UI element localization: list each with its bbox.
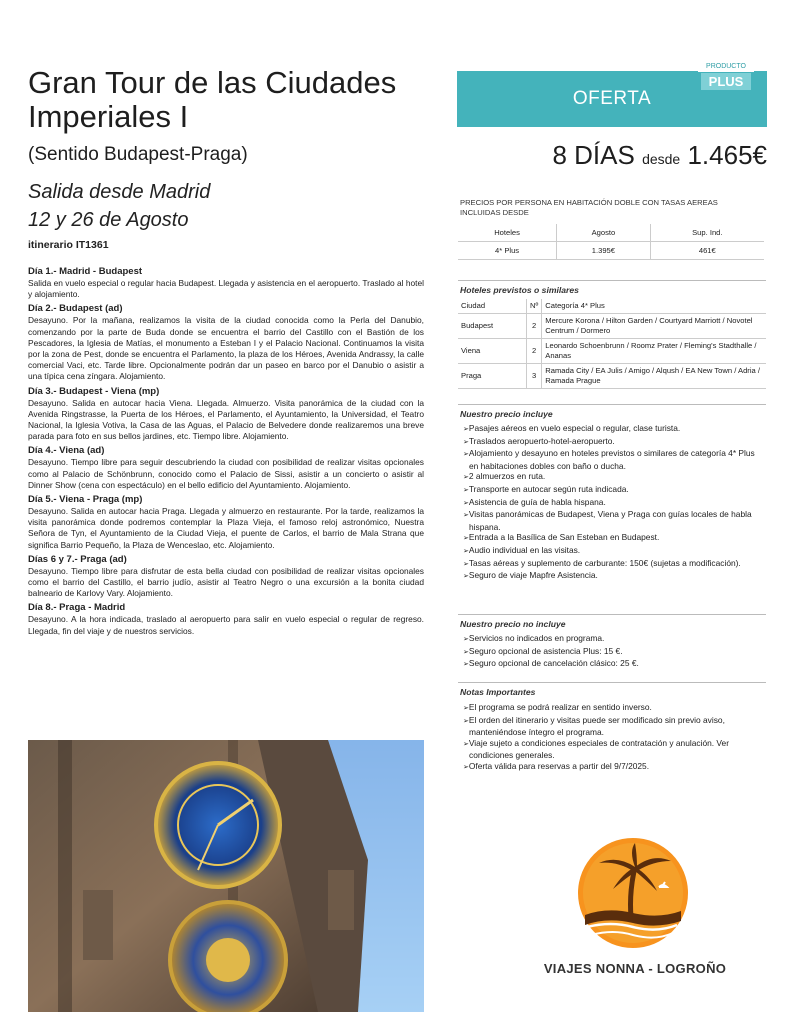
header-cell: Categoría 4* Plus — [542, 299, 766, 314]
list-item-text: Visitas panorámicas de Budapest, Viena y Praga con guías locales de habla hispana. — [468, 509, 752, 532]
included-list — [459, 423, 765, 583]
oferta-label: OFERTA — [572, 88, 652, 109]
divider — [458, 682, 766, 683]
day-title: Día 8.- Praga - Madrid — [28, 602, 126, 614]
bullet-arrow-icon: ➢ — [463, 636, 469, 643]
agency-name: VIAJES NONNA - LOGROÑO — [543, 961, 727, 976]
day-description: Desayuno. Por la mañana, realizamos la visita de la ciudad conocida como la Perla del Danubio, comenzando por la parte de Buda donde se encuentra el barrio del Castillo con el Bastión de los Pescadores, la Iglesia de Matías, el monumento a Esteban I y el Palacio Nacional. Continuamos la visita por la zona de Pest, donde se encuentra el Parlamento, la plaza de los Héroes, Avenida Andrassy, la calle comercial Vaci, etc. Tarde libre. Opcionalmente podrán dar un paseo en barco por el Danubio o asistir a una típica cena zíngara. Alojamiento. — [28, 315, 424, 382]
header-cell: Hoteles — [458, 224, 557, 242]
day-description: Desayuno. Salida en autocar hacia Praga. Llegada y almuerzo en restaurante. Por la tarde, realizamos la visita panorámica donde podremos contemplar la Plaza Vieja, el famoso reloj astronómico, Nuestra Señora de Tyn, el Ayuntamiento de la Ciudad Vieja, el puente de Carlos, el barrio de Mala Strana que significa Barrio Pequeño, la Plaza de Wenceslao, etc. Alojamiento. — [28, 506, 424, 550]
table-cell: Leonardo Schoenbrunn / Roomz Prater / Fleming's Stadthalle / Ananas — [542, 339, 766, 364]
list-item — [459, 509, 765, 532]
departure-city: Salida desde Madrid — [28, 181, 211, 203]
day-description: Desayuno. A la hora indicada, traslado al aeropuerto para salir en vuelo especial o regular de regreso. Llegada, fin del viaje y de nuestros servicios. — [28, 614, 424, 636]
list-item — [459, 545, 765, 558]
bullet-arrow-icon: ➢ — [463, 763, 469, 771]
day-description: Desayuno. Tiempo libre para disfrutar de esta bella ciudad con posibilidad de realizar visitas opcionales como el barrio del Castillo, el barrio judío, asistir al Teatro Negro o una excursión a la bonita ciudad balneario de Karlovy Vary. Alojamiento. — [28, 565, 424, 599]
divider — [458, 614, 766, 615]
divider — [458, 404, 766, 405]
table-cell: 2 — [527, 314, 542, 339]
list-item-text: Seguro opcional de asistencia Plus: 15 €. — [468, 645, 623, 656]
header-cell: Ciudad — [458, 299, 527, 314]
list-item-text: El programa se podrá realizar en sentido inverso. — [468, 702, 652, 712]
day-title: Día 4.- Viena (ad) — [28, 445, 105, 457]
table-cell: 2 — [527, 339, 542, 364]
bullet-arrow-icon: ➢ — [463, 740, 469, 748]
bullet-arrow-icon: ➢ — [463, 486, 469, 494]
table-cell: Mercure Korona / Hilton Garden / Courtyard Marriott / Novotel Centrum / Dormero — [542, 314, 766, 339]
table-row — [458, 314, 766, 339]
bullet-arrow-icon: ➢ — [463, 717, 469, 725]
header-cell: Nº — [527, 299, 542, 314]
table-cell: 1.395€ — [557, 242, 650, 260]
bullet-arrow-icon: ➢ — [463, 705, 469, 712]
list-item — [459, 570, 765, 583]
agency-logo — [577, 837, 689, 949]
list-item-text: Transporte en autocar según ruta indicada. — [468, 483, 629, 494]
hotels-section-title: Hoteles previstos o similares — [460, 285, 579, 295]
bullet-arrow-icon: ➢ — [463, 426, 469, 433]
list-item-text: Seguro opcional de cancelación clásico: 25 €. — [468, 658, 639, 669]
list-item-text: Tasas aéreas y suplemento de carburante: 150€ (sujetas a modificación). — [468, 557, 741, 568]
list-item — [459, 423, 765, 436]
day-description: Salida en vuelo especial o regular hacia Budapest. Llegada y asistencia en el aeropuerto. Traslado al hotel y alojamiento. — [28, 278, 424, 300]
list-item-text: 2 almuerzos en ruta. — [468, 471, 546, 482]
prague-clock-photo — [28, 740, 424, 1012]
bullet-arrow-icon: ➢ — [463, 438, 469, 446]
price-note: PRECIOS POR PERSONA EN HABITACIÓN DOBLE CON TASAS AEREAS INCLUIDAS DESDE — [460, 198, 718, 217]
list-item-text: Oferta válida para reservas a partir del 9/7/2025. — [468, 760, 650, 771]
hotels-table-header — [458, 299, 766, 314]
list-item — [459, 532, 765, 545]
palm-tree-sun-logo-icon — [577, 837, 689, 949]
plus-label: PLUS — [701, 73, 751, 90]
list-item — [459, 448, 765, 471]
not-included-list — [459, 633, 765, 671]
bullet-arrow-icon: ➢ — [463, 499, 469, 507]
departure-dates: 12 y 26 de Agosto — [28, 209, 189, 231]
price-table — [458, 224, 764, 260]
departure-info — [28, 178, 210, 234]
trip-duration: 8 DÍAS — [552, 140, 635, 170]
list-item-text: Servicios no indicados en programa. — [468, 633, 605, 643]
list-item-text: Entrada a la Basílica de San Esteban en Budapest. — [468, 532, 660, 543]
bullet-arrow-icon: ➢ — [463, 474, 469, 482]
price-from-label: desde — [642, 151, 681, 167]
day-description: Desayuno. Salida en autocar hacia Viena. Llegada. Almuerzo. Visita panorámica de la ciudad con la Avenida Ringstrasse, la Puerta de los Héroes, el Parlamento, el Ayuntamiento, la Universidad, el Teatro Nacional, la Iglesia Votiva, la Casa de las Aguas, el Palacio de Belvedere donde realizaremos una breve parada para foto en sus bellos jardines, etc. Tiempo libre. Alojamiento. — [28, 397, 424, 442]
list-item — [459, 436, 765, 449]
list-item-text: Audio individual en las visitas. — [468, 544, 581, 555]
list-item-text: Alojamiento y desayuno en hoteles previstos o similares de categoría 4* Plus en habitaciones dobles con baño o ducha. — [468, 448, 755, 471]
prague-astronomical-clock-photo-icon — [28, 740, 424, 1012]
bullet-arrow-icon: ➢ — [463, 661, 469, 669]
day-description: Desayuno. Tiempo libre para seguir descubriendo la ciudad con posibilidad de realizar visitas opcionales como al Palacio de Schönbrunn, conocido como el Palacio de Sissi, asistir a un concierto o asistir al Dinner Show (cena con espectáculo) en el bello edificio del Ayuntamiento. Alojamiento. — [28, 457, 424, 490]
list-item-text: El orden del itinerario y visitas puede ser modificado sin previo aviso, manteniéndose íntegro el programa. — [468, 714, 725, 738]
list-item — [459, 761, 765, 774]
notes-list — [459, 702, 765, 774]
table-cell: 461€ — [650, 242, 764, 260]
day-title: Día 2.- Budapest (ad) — [28, 303, 123, 315]
producto-plus-badge — [698, 61, 754, 93]
table-cell: Budapest — [458, 314, 527, 339]
not-included-section-title: Nuestro precio no incluye — [460, 619, 566, 629]
price-table-header — [458, 224, 764, 242]
table-cell: Ramada City / EA Julis / Amigo / Alqush / EA New Town / Adria / Ramada Prague — [542, 364, 766, 389]
table-row — [458, 339, 766, 364]
list-item — [459, 633, 765, 646]
list-item-text: Viaje sujeto a condiciones especiales de contratación y anulación. Ver condiciones generales. — [468, 737, 729, 761]
list-item — [459, 484, 765, 497]
list-item — [459, 646, 765, 659]
day-title: Día 1.- Madrid - Budapest — [28, 266, 143, 277]
tour-subtitle: (Sentido Budapest-Praga) — [28, 144, 248, 165]
divider — [458, 280, 766, 281]
day-title: Días 6 y 7.- Praga (ad) — [28, 553, 127, 565]
day-title: Día 5.- Viena - Praga (mp) — [28, 494, 143, 506]
itinerary-code: itinerario IT1361 — [28, 239, 109, 251]
list-item-text: Seguro de viaje Mapfre Asistencia. — [468, 570, 598, 581]
itinerary-days — [28, 266, 424, 640]
list-item-text: Pasajes aéreos en vuelo especial o regular, clase turista. — [468, 423, 681, 433]
bullet-arrow-icon: ➢ — [463, 560, 469, 568]
bullet-arrow-icon: ➢ — [463, 573, 469, 581]
table-cell: Praga — [458, 364, 527, 389]
hotels-table — [458, 299, 766, 389]
bullet-arrow-icon: ➢ — [463, 512, 469, 520]
header-cell: Sup. Ind. — [650, 224, 764, 242]
table-cell: 4* Plus — [458, 242, 557, 260]
producto-label: PRODUCTO — [698, 61, 754, 72]
table-cell: 3 — [527, 364, 542, 389]
list-item — [459, 497, 765, 510]
price-amount: 1.465€ — [687, 140, 767, 170]
list-item — [459, 738, 765, 761]
table-cell: Viena — [458, 339, 527, 364]
bullet-arrow-icon: ➢ — [463, 535, 469, 543]
bullet-arrow-icon: ➢ — [463, 451, 469, 459]
notes-section-title: Notas Importantes — [460, 687, 536, 697]
list-item-text: Asistencia de guía de habla hispana. — [468, 496, 606, 507]
price-headline — [457, 140, 767, 171]
bullet-arrow-icon: ➢ — [463, 547, 469, 555]
day-title: Día 3.- Budapest - Viena (mp) — [28, 385, 160, 397]
list-item — [459, 658, 765, 671]
tour-title: Gran Tour de las Ciudades Imperiales I — [28, 65, 397, 134]
list-item — [459, 715, 765, 738]
included-section-title: Nuestro precio incluye — [460, 409, 553, 419]
list-item-text: Traslados aeropuerto-hotel-aeropuerto. — [468, 435, 615, 446]
list-item — [459, 558, 765, 571]
table-row — [458, 242, 764, 260]
list-item — [459, 702, 765, 715]
bullet-arrow-icon: ➢ — [463, 648, 469, 656]
table-row — [458, 364, 766, 389]
list-item — [459, 471, 765, 484]
header-cell: Agosto — [557, 224, 650, 242]
